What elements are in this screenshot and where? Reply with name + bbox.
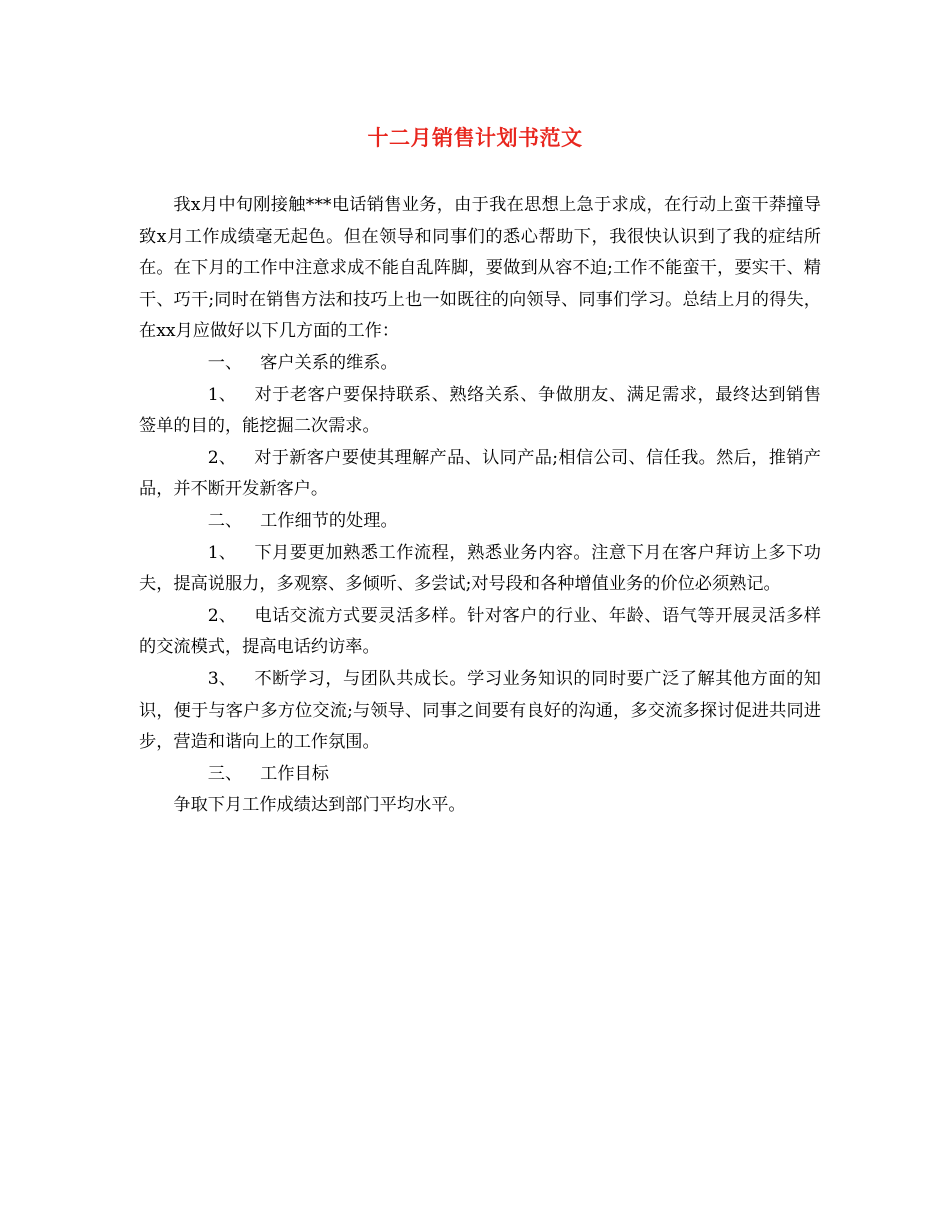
item-number: 1、 xyxy=(207,542,236,563)
list-item xyxy=(139,664,821,759)
item-text: 对于老客户要保持联系、熟络关系、争做朋友、满足需求，最终达到销售签单的目的，能挖掘二次需求。 xyxy=(139,384,821,437)
item-text: 工作目标 xyxy=(260,763,329,784)
list-item xyxy=(139,601,821,664)
section-heading-3 xyxy=(139,759,821,791)
item-number: 1、 xyxy=(207,384,236,405)
item-number: 3、 xyxy=(207,668,236,689)
item-text: 不断学习，与团队共成长。学习业务知识的同时要广泛了解其他方面的知识，便于与客户多方位交流;与领导、同事之间要有良好的沟通，多交流多探讨促进共同进步，营造和谐向上的工作氛围。 xyxy=(139,668,821,753)
item-text: 客户关系的维系。 xyxy=(260,352,398,373)
section-heading-1 xyxy=(139,348,821,380)
item-number: 一、 xyxy=(207,352,243,373)
closing-paragraph: 争取下月工作成绩达到部门平均水平。 xyxy=(173,795,466,816)
intro-paragraph: 我x月中旬刚接触***电话销售业务，由于我在思想上急于求成，在行动上蛮干莽撞导致x月工作成绩毫无起色。但在领导和同事们的悉心帮助下，我很快认识到了我的症结所在。在下月的工作中注意求成不能自乱阵脚，要做到从容不迫;工作不能蛮干，要实干、精干、巧干;同时在销售方法和技巧上也一如既往的向领导、同事们学习。总结上月的得失，在xx月应做好以下几方面的工作： xyxy=(139,195,821,342)
section-heading-2 xyxy=(139,506,821,538)
list-item xyxy=(139,380,821,443)
item-text: 电话交流方式要灵活多样。针对客户的行业、年龄、语气等开展灵活多样的交流模式，提高电话约访率。 xyxy=(139,605,821,658)
document-title: 十二月销售计划书范文 xyxy=(367,126,583,150)
item-text: 下月要更加熟悉工作流程，熟悉业务内容。注意下月在客户拜访上多下功夫，提高说服力，多观察、多倾听、多尝试;对号段和各种增值业务的价位必须熟记。 xyxy=(139,542,821,595)
list-item xyxy=(139,443,821,506)
list-item xyxy=(139,538,821,601)
item-number: 三、 xyxy=(207,763,243,784)
item-number: 2、 xyxy=(207,447,236,468)
item-text: 对于新客户要使其理解产品、认同产品;相信公司、信任我。然后，推销产品，并不断开发新客户。 xyxy=(139,447,821,500)
item-number: 2、 xyxy=(207,605,236,626)
document-body xyxy=(139,190,821,822)
item-number: 二、 xyxy=(207,510,243,531)
item-text: 工作细节的处理。 xyxy=(260,510,398,531)
